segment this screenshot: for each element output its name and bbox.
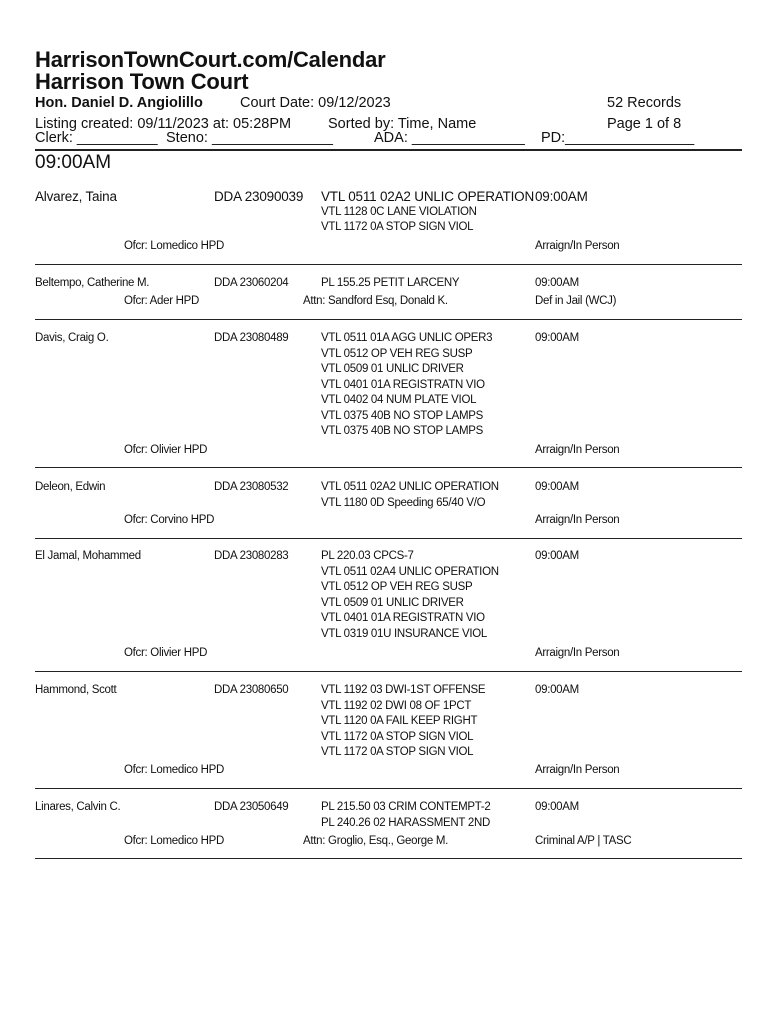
- row-divider: [35, 319, 742, 320]
- time-group-heading: 09:00AM: [35, 152, 112, 173]
- defendant-name: Linares, Calvin C.: [35, 801, 121, 813]
- charge-line: PL 155.25 PETIT LARCENY: [321, 277, 460, 289]
- officer: Ofcr: Olivier HPD: [124, 647, 208, 659]
- appearance-status: Criminal A/P | TASC: [535, 835, 632, 847]
- page-number: Page 1 of 8: [607, 116, 682, 132]
- charge-line: VTL 0375 40B NO STOP LAMPS: [321, 425, 484, 437]
- charge-line: VTL 0511 02A2 UNLIC OPERATION: [321, 481, 499, 493]
- attorney: Attn: Sandford Esq, Donald K.: [303, 295, 448, 307]
- appearance-time: 09:00AM: [535, 801, 579, 813]
- charge-line: VTL 1172 0A STOP SIGN VIOL: [321, 730, 474, 743]
- row-divider: [35, 858, 742, 859]
- defendant-name: Beltempo, Catherine M.: [35, 277, 150, 289]
- charge-line: VTL 1120 0A FAIL KEEP RIGHT: [321, 715, 478, 727]
- charge-line: VTL 0402 04 NUM PLATE VIOL: [321, 394, 477, 406]
- docket-number: DDA 23060204: [214, 277, 289, 289]
- defendant-name: El Jamal, Mohammed: [35, 550, 141, 562]
- charge-line: VTL 1192 03 DWI-1ST OFFENSE: [321, 684, 486, 696]
- charge-line: VTL 0512 OP VEH REG SUSP: [321, 581, 473, 593]
- charge-line: VTL 0319 01U INSURANCE VIOL: [321, 627, 487, 640]
- court-date: Court Date: 09/12/2023: [240, 95, 391, 111]
- charge-line: VTL 1128 0C LANE VIOLATION: [321, 205, 477, 218]
- charge-list: [321, 549, 499, 642]
- charge-list: [321, 800, 491, 831]
- appearance-time: 09:00AM: [535, 684, 579, 696]
- defendant-name: Hammond, Scott: [35, 684, 117, 696]
- charge-line: VTL 0509 01 UNLIC DRIVER: [321, 363, 464, 375]
- charge-line: VTL 0509 01 UNLIC DRIVER: [321, 596, 464, 609]
- charge-line: VTL 0401 01A REGISTRATN VIO: [321, 612, 485, 624]
- charge-line: VTL 1172 0A STOP SIGN VIOL: [321, 221, 474, 233]
- charge-list: [321, 189, 534, 236]
- appearance-status: Arraign/In Person: [535, 240, 620, 252]
- charge-list: [321, 331, 492, 440]
- officer: Ofcr: Corvino HPD: [124, 514, 215, 526]
- docket-number: DDA 23050649: [214, 801, 289, 813]
- officer: Ofcr: Lomedico HPD: [124, 764, 225, 776]
- charge-line: VTL 0511 02A2 UNLIC OPERATION: [321, 189, 535, 204]
- charge-line: VTL 0512 OP VEH REG SUSP: [321, 347, 473, 360]
- appearance-status: Arraign/In Person: [535, 514, 620, 526]
- charge-line: VTL 0401 01A REGISTRATN VIO: [321, 378, 485, 391]
- appearance-status: Def in Jail (WCJ): [535, 295, 617, 307]
- officer: Ofcr: Olivier HPD: [124, 444, 208, 456]
- charge-line: VTL 0511 02A4 UNLIC OPERATION: [321, 565, 499, 578]
- appearance-time: 09:00AM: [535, 332, 579, 344]
- sorted-by: Sorted by: Time, Name: [328, 116, 477, 132]
- appearance-status: Arraign/In Person: [535, 647, 620, 659]
- row-divider: [35, 538, 742, 539]
- docket-number: DDA 23080283: [214, 550, 289, 562]
- appearance-status: Arraign/In Person: [535, 444, 620, 456]
- appearance-status: Arraign/In Person: [535, 764, 620, 776]
- charge-list: [321, 480, 499, 511]
- charge-line: VTL 1180 0D Speeding 65/40 V/O: [321, 496, 486, 509]
- docket-number: DDA 23080650: [214, 684, 289, 696]
- charge-list: [321, 683, 485, 761]
- appearance-time: 09:00AM: [535, 481, 579, 493]
- appearance-time: 09:00AM: [535, 189, 588, 204]
- judge-name: Hon. Daniel D. Angiolillo: [35, 95, 203, 111]
- row-divider: [35, 264, 742, 265]
- charge-list: [321, 276, 459, 292]
- defendant-name: Alvarez, Taina: [35, 189, 117, 204]
- attorney: Attn: Groglio, Esq., George M.: [303, 835, 449, 847]
- ada-field: ADA: ______________: [374, 130, 525, 146]
- charge-line: PL 220.03 CPCS-7: [321, 550, 414, 562]
- charge-line: VTL 0511 01A AGG UNLIC OPER3: [321, 332, 493, 344]
- record-count: 52 Records: [607, 95, 682, 111]
- row-divider: [35, 788, 742, 789]
- officer: Ofcr: Lomedico HPD: [124, 240, 225, 252]
- charge-line: PL 240.26 02 HARASSMENT 2ND: [321, 816, 490, 829]
- defendant-name: Deleon, Edwin: [35, 481, 106, 493]
- docket-number: DDA 23080489: [214, 332, 289, 344]
- pd-field: PD:________________: [541, 130, 695, 146]
- steno-field: Steno: _______________: [166, 130, 333, 146]
- docket-number: DDA 23090039: [214, 189, 304, 204]
- header-divider: [35, 149, 742, 151]
- row-divider: [35, 671, 742, 672]
- defendant-name: Davis, Craig O.: [35, 332, 109, 344]
- docket-number: DDA 23080532: [214, 481, 289, 493]
- charge-line: VTL 1172 0A STOP SIGN VIOL: [321, 746, 474, 758]
- charge-line: VTL 0375 40B NO STOP LAMPS: [321, 409, 484, 422]
- appearance-time: 09:00AM: [535, 277, 579, 289]
- charge-line: VTL 1192 02 DWI 08 OF 1PCT: [321, 699, 472, 712]
- court-name: Harrison Town Court: [35, 69, 249, 94]
- calendar-url-title: HarrisonTownCourt.com/Calendar: [35, 47, 386, 72]
- officer: Ofcr: Ader HPD: [124, 295, 200, 307]
- appearance-time: 09:00AM: [535, 550, 579, 562]
- listing-created: Listing created: 09/11/2023 at: 05:28PM: [35, 116, 292, 132]
- officer: Ofcr: Lomedico HPD: [124, 835, 225, 847]
- charge-line: PL 215.50 03 CRIM CONTEMPT-2: [321, 801, 491, 813]
- clerk-field: Clerk: __________: [35, 130, 158, 146]
- row-divider: [35, 467, 742, 468]
